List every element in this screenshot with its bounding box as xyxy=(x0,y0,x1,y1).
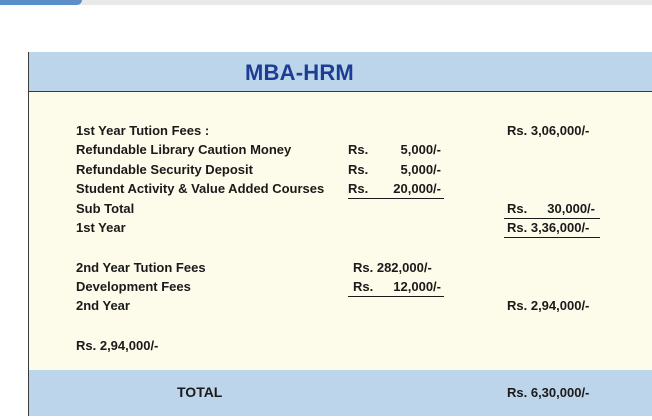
activity-underline xyxy=(348,198,444,199)
second-year-tuition-amount: Rs. 282,000/- xyxy=(353,260,432,275)
top-bar xyxy=(0,0,652,5)
second-year-amount: Rs. 2,94,000/- xyxy=(507,298,590,313)
amount-value: 20,000/- xyxy=(393,181,441,196)
second-year-tuition-label: 2nd Year Tution Fees xyxy=(76,260,206,275)
amount-value: 30,000/- xyxy=(547,201,595,216)
first-year-tuition-label: 1st Year Tution Fees : xyxy=(76,123,210,138)
first-year-label: 1st Year xyxy=(76,220,126,235)
subtotal-underline xyxy=(504,218,600,219)
total-band xyxy=(29,370,652,416)
second-year-repeat-amount: Rs. 2,94,000/- xyxy=(76,338,159,353)
development-underline xyxy=(348,296,444,297)
student-activity-label: Student Activity & Value Added Courses xyxy=(76,181,325,196)
development-fees-label: Development Fees xyxy=(76,279,191,294)
top-bar-accent xyxy=(0,0,82,5)
subtotal-label: Sub Total xyxy=(76,201,135,216)
amount-value: 12,000/- xyxy=(393,279,441,294)
first-year-amount: Rs. 3,36,000/- xyxy=(507,220,590,235)
currency-prefix: Rs. xyxy=(348,142,369,157)
currency-prefix: Rs. xyxy=(353,279,374,294)
program-title: MBA-HRM xyxy=(245,60,354,85)
fee-card xyxy=(28,52,652,416)
amount-value: 5,000/- xyxy=(400,142,441,157)
currency-prefix: Rs. xyxy=(348,181,369,196)
currency-prefix: Rs. xyxy=(348,162,369,177)
security-deposit-label: Refundable Security Deposit xyxy=(76,162,253,177)
first-year-tuition-amount: Rs. 3,06,000/- xyxy=(507,123,590,138)
currency-prefix: Rs. xyxy=(507,201,528,216)
amount-value: 5,000/- xyxy=(400,162,441,177)
total-amount: Rs. 6,30,000/- xyxy=(507,385,590,400)
library-caution-label: Refundable Library Caution Money xyxy=(76,142,292,157)
second-year-label: 2nd Year xyxy=(76,298,130,313)
first-year-underline xyxy=(504,237,600,238)
fee-card-header xyxy=(29,52,652,92)
total-label: TOTAL xyxy=(177,384,223,400)
